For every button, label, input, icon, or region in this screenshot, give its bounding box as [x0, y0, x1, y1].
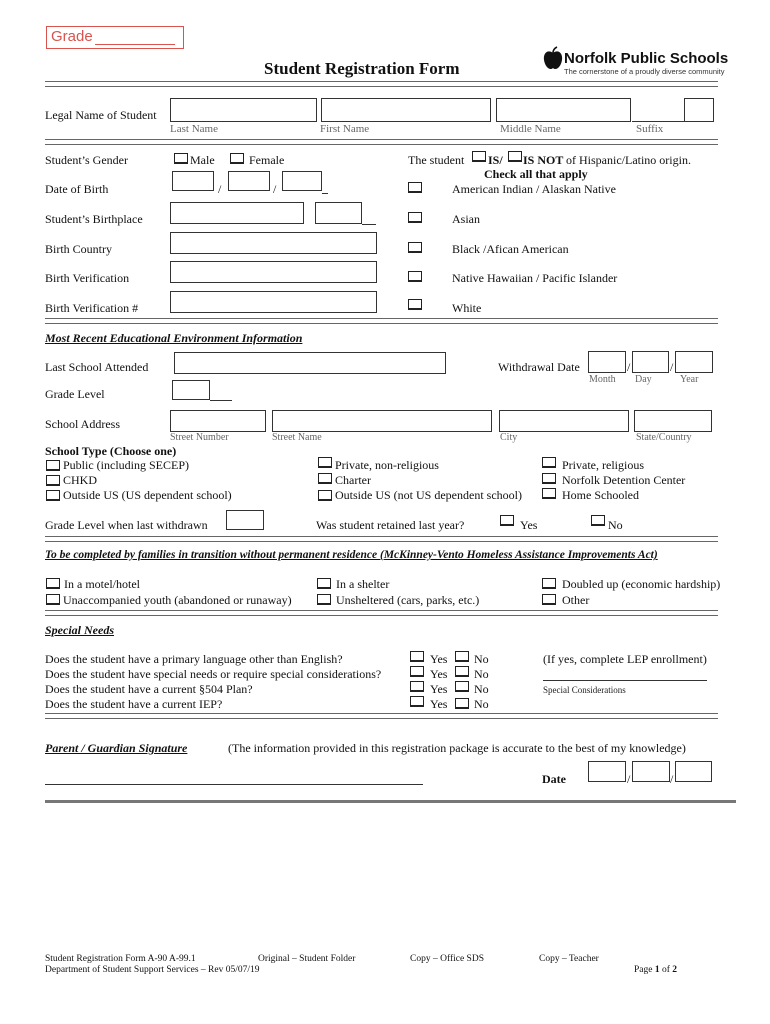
transition-heading: To be completed by families in transition without permanent residence (McKinney-Vento Homeless Assistance Improvements Act) [45, 549, 658, 561]
school-type-public: Public (including SECEP) [63, 458, 189, 472]
race-asian: Asian [452, 212, 480, 226]
female-checkbox[interactable] [230, 153, 244, 164]
school-type-chkd: CHKD [63, 473, 98, 487]
separator [45, 610, 718, 616]
footer-form-id: Student Registration Form A-90 A-99.1 [45, 954, 196, 964]
iep-yes-checkbox[interactable] [410, 696, 424, 707]
special-needs-heading: Special Needs [45, 623, 114, 637]
apple-logo-icon [542, 46, 564, 72]
school-type-home: Home Schooled [562, 488, 639, 502]
school-type-checkbox[interactable] [318, 473, 332, 484]
dob-sep-1: / [218, 182, 222, 196]
separator [45, 318, 718, 324]
special-q-504: Does the student have a current §504 Plan? [45, 682, 253, 696]
hispanic-is-not-checkbox[interactable] [508, 151, 522, 162]
special-considerations-caption: Special Considerations [543, 685, 626, 695]
signature-statement: (The information provided in this registration package is accurate to the best of my knowledge) [228, 741, 686, 755]
gender-label: Student’s Gender [45, 153, 128, 167]
page-number [634, 965, 677, 975]
plan504-no-checkbox[interactable] [455, 681, 469, 692]
signature-date-sep-1: / [627, 772, 631, 786]
form-title: Student Registration Form [264, 59, 460, 78]
birth-verification-num-input[interactable] [170, 291, 377, 313]
retained-question: Was student retained last year? [316, 518, 465, 532]
withdrawal-sep-2: / [670, 360, 674, 374]
grade-level-input[interactable] [172, 380, 210, 400]
dob-line [322, 193, 328, 194]
race-hawaiian: Native Hawaiian / Pacific Islander [452, 271, 618, 285]
school-type-checkbox[interactable] [542, 488, 556, 499]
bottom-rule [45, 800, 736, 803]
grade-level-label: Grade Level [45, 387, 105, 401]
school-type-private-religious: Private, religious [562, 458, 644, 472]
school-type-checkbox[interactable] [542, 457, 556, 468]
transition-checkbox[interactable] [46, 594, 60, 605]
transition-checkbox[interactable] [317, 578, 331, 589]
transition-checkbox[interactable] [542, 578, 556, 589]
special-q-iep: Does the student have a current IEP? [45, 697, 223, 711]
birth-country-label: Birth Country [45, 242, 113, 256]
school-type-outside-us-not-dependent: Outside US (not US dependent school) [335, 488, 522, 502]
yes-label: Yes [430, 697, 448, 711]
state-country-input[interactable] [634, 410, 712, 432]
suffix-line [632, 121, 684, 122]
race-black: Black /Afican American [452, 242, 569, 256]
birth-verification-label: Birth Verification [45, 271, 130, 285]
race-checkbox-american-indian[interactable] [408, 182, 422, 193]
race-checkbox-hawaiian[interactable] [408, 271, 422, 282]
retained-yes: Yes [520, 518, 538, 532]
retained-no: No [608, 518, 623, 532]
hispanic-is-checkbox[interactable] [472, 151, 486, 162]
yes-label: Yes [430, 682, 448, 696]
school-type-detention: Norfolk Detention Center [562, 473, 686, 487]
plan504-yes-checkbox[interactable] [410, 681, 424, 692]
footer-copy-office: Copy – Office SDS [410, 954, 484, 964]
last-school-input[interactable] [174, 352, 446, 374]
needs-no-checkbox[interactable] [455, 666, 469, 677]
dob-day-input[interactable] [228, 171, 270, 191]
city-caption: City [500, 432, 518, 443]
first-name-input[interactable] [321, 98, 491, 122]
page-current: 1 [654, 965, 660, 975]
race-checkbox-asian[interactable] [408, 212, 422, 223]
race-american-indian: American Indian / Alaskan Native [452, 182, 616, 196]
race-checkbox-white[interactable] [408, 299, 422, 310]
male-checkbox[interactable] [174, 153, 188, 164]
separator [45, 713, 718, 719]
signature-month-input[interactable] [588, 761, 626, 782]
birthplace-state-input[interactable] [315, 202, 362, 224]
street-name-caption: Street Name [272, 432, 322, 443]
last-name-caption: Last Name [170, 123, 218, 135]
school-type-private-nonreligious: Private, non-religious [335, 458, 439, 472]
separator [45, 536, 718, 542]
school-type-checkbox[interactable] [46, 460, 60, 471]
page-of: of [661, 965, 670, 975]
birth-verification-num-label: Birth Verification # [45, 301, 139, 315]
day-caption: Day [635, 374, 652, 385]
legal-name-label: Legal Name of Student [45, 108, 157, 122]
transition-checkbox[interactable] [542, 594, 556, 605]
grade-withdrawn-label: Grade Level when last withdrawn [45, 518, 208, 532]
transition-doubled-up: Doubled up (economic hardship) [562, 577, 721, 591]
no-label: No [474, 682, 489, 696]
transition-motel: In a motel/hotel [64, 577, 140, 591]
footer-dept: Department of Student Support Services – Rev 05/07/19 [45, 965, 260, 975]
special-considerations-line[interactable] [543, 680, 707, 681]
birthplace-label: Student’s Birthplace [45, 212, 143, 226]
grade-box[interactable] [46, 26, 184, 49]
grade-withdrawn-input[interactable] [226, 510, 264, 530]
race-checkbox-black[interactable] [408, 242, 422, 253]
page-total: 2 [672, 965, 678, 975]
school-type-heading: School Type (Choose one) [45, 444, 177, 458]
birthplace-city-input[interactable] [170, 202, 304, 224]
race-white: White [452, 301, 482, 315]
school-type-checkbox[interactable] [318, 457, 332, 468]
yes-label: Yes [430, 667, 448, 681]
transition-checkbox[interactable] [317, 594, 331, 605]
footer-original: Original – Student Folder [258, 954, 356, 964]
transition-shelter: In a shelter [336, 577, 390, 591]
last-school-label: Last School Attended [45, 360, 149, 374]
ethnicity-suffix: of Hispanic/Latino origin. [566, 153, 691, 167]
city-input[interactable] [499, 410, 629, 432]
ethnicity-prefix: The student [408, 153, 465, 167]
school-type-checkbox[interactable] [46, 490, 60, 501]
signature-day-input[interactable] [632, 761, 670, 782]
withdrawal-year-input[interactable] [675, 351, 713, 373]
no-label: No [474, 697, 489, 711]
transition-unsheltered: Unsheltered (cars, parks, etc.) [336, 593, 480, 607]
transition-other: Other [562, 593, 590, 607]
middle-name-caption: Middle Name [500, 123, 561, 135]
street-name-input[interactable] [272, 410, 492, 432]
school-type-checkbox[interactable] [542, 473, 556, 484]
signature-date-sep-2: / [670, 772, 674, 786]
dob-label: Date of Birth [45, 182, 109, 196]
withdrawal-date-label: Withdrawal Date [498, 360, 580, 374]
check-all-label: Check all that apply [484, 167, 588, 181]
school-address-label: School Address [45, 417, 120, 431]
special-q-language: Does the student have a primary language other than English? [45, 652, 343, 666]
signature-line[interactable] [45, 784, 423, 785]
no-label: No [474, 652, 489, 666]
logo-name: Norfolk Public Schools [564, 50, 729, 67]
birthplace-line [362, 224, 376, 225]
dob-year-input[interactable] [282, 171, 322, 191]
middle-name-input[interactable] [496, 98, 631, 122]
date-label: Date [542, 772, 566, 786]
lep-note: (If yes, complete LEP enrollment) [543, 652, 707, 666]
month-caption: Month [589, 374, 616, 385]
iep-no-checkbox[interactable] [455, 698, 469, 709]
school-type-charter: Charter [335, 473, 371, 487]
birth-verification-input[interactable] [170, 261, 377, 283]
signature-year-input[interactable] [675, 761, 712, 782]
first-name-caption: First Name [320, 123, 370, 135]
withdrawal-month-input[interactable] [588, 351, 626, 373]
male-label: Male [190, 153, 215, 167]
last-name-input[interactable] [170, 98, 317, 122]
grade-line [95, 44, 175, 45]
needs-yes-checkbox[interactable] [410, 666, 424, 677]
ethnicity-is-not: IS NOT [523, 153, 564, 167]
ethnicity-is: IS/ [488, 153, 503, 167]
separator [45, 81, 718, 87]
signature-heading: Parent / Guardian Signature [45, 741, 188, 755]
school-type-checkbox[interactable] [46, 475, 60, 486]
school-type-outside-us-dependent: Outside US (US dependent school) [63, 488, 232, 502]
dob-month-input[interactable] [172, 171, 214, 191]
state-country-caption: State/Country [636, 432, 692, 443]
logo-tagline: The cornerstone of a proudly diverse community [564, 67, 725, 76]
street-number-caption: Street Number [170, 432, 229, 443]
no-label: No [474, 667, 489, 681]
withdrawal-day-input[interactable] [632, 351, 669, 373]
retained-no-checkbox[interactable] [591, 515, 605, 526]
edu-heading: Most Recent Educational Environment Information [45, 331, 303, 345]
transition-checkbox[interactable] [46, 578, 60, 589]
language-yes-checkbox[interactable] [410, 651, 424, 662]
birth-country-input[interactable] [170, 232, 377, 254]
grade-level-line [210, 400, 232, 401]
yes-label: Yes [430, 652, 448, 666]
footer-copy-teacher: Copy – Teacher [539, 954, 599, 964]
transition-unaccompanied: Unaccompanied youth (abandoned or runaway) [63, 593, 292, 607]
school-type-checkbox[interactable] [318, 490, 332, 501]
year-caption: Year [680, 374, 699, 385]
withdrawal-sep-1: / [627, 360, 631, 374]
female-label: Female [249, 153, 285, 167]
street-number-input[interactable] [170, 410, 266, 432]
separator [45, 139, 718, 145]
page-word: Page [634, 965, 653, 975]
language-no-checkbox[interactable] [455, 651, 469, 662]
suffix-input[interactable] [684, 98, 714, 122]
grade-label: Grade [51, 28, 93, 45]
suffix-caption: Suffix [636, 123, 664, 135]
special-q-needs: Does the student have special needs or require special considerations? [45, 667, 382, 681]
dob-sep-2: / [273, 182, 277, 196]
retained-yes-checkbox[interactable] [500, 515, 514, 526]
